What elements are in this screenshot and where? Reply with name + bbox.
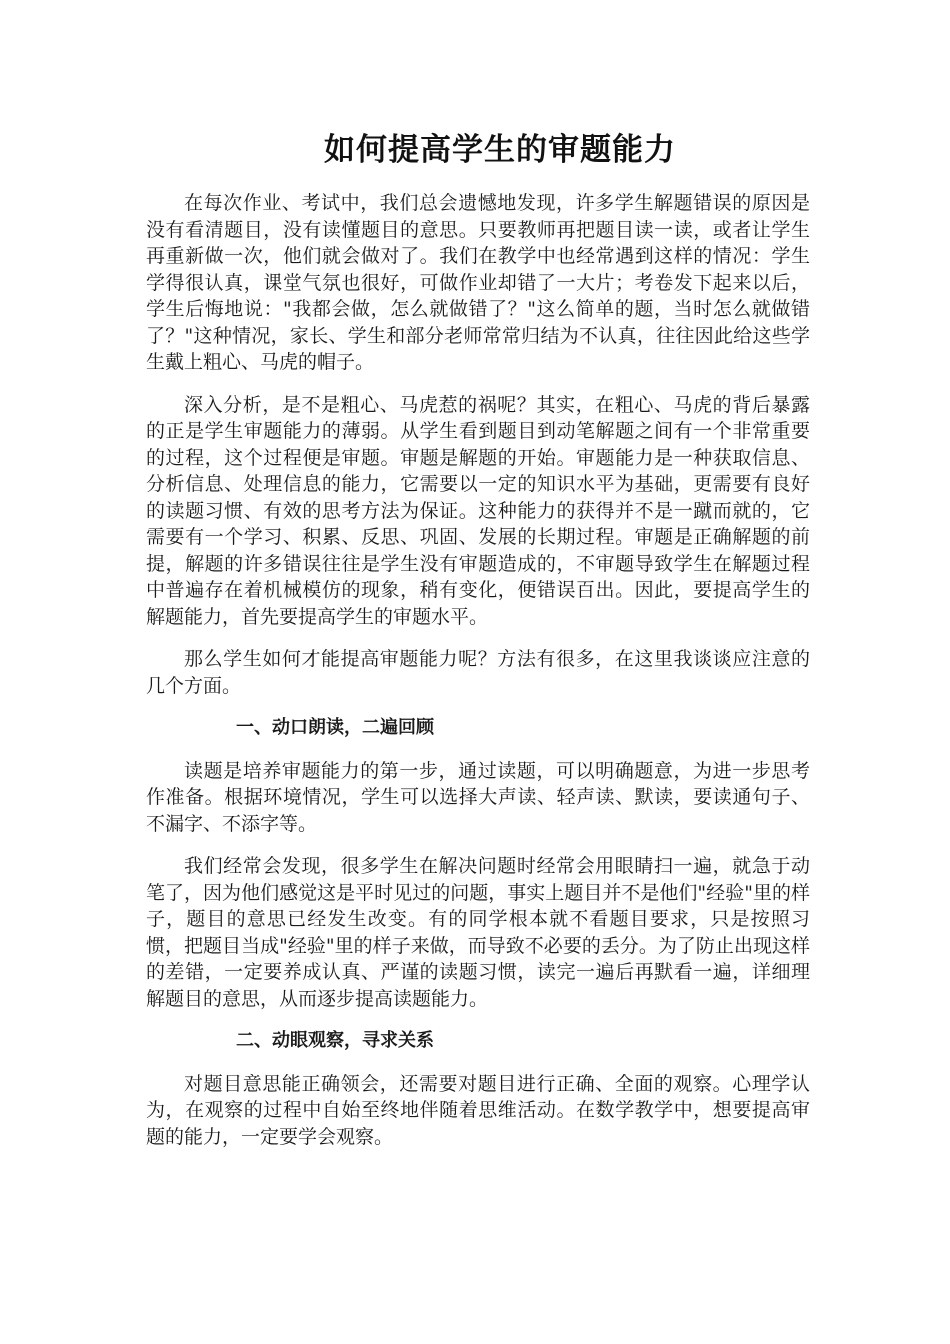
intro-paragraph-2: 深入分析，是不是粗心、马虎惹的祸呢？其实，在粗心、马虎的背后暴露的正是学生审题能力的薄弱。从学生看到题目到动笔解题之间有一个非常重要的过程，这个过程便是审题。审题是解题的开始。审题能力是一种获取信息、分析信息、处理信息的能力，它需要以一定的知识水平为基础，更需要有良好的读题习惯、有效的思考方法为保证。这种能力的获得并不是一蹴而就的，它需要有一个学习、积累、反思、巩固、发展的长期过程。审题是正确解题的前提，解题的许多错误往往是学生没有审题造成的，不审题导致学生在解题过程中普遍存在着机械模仿的现象，稍有变化，便错误百出。因此，要提高学生的解题能力，首先要提高学生的审题水平。 <box>146 393 810 628</box>
section-2-paragraph-1: 对题目意思能正确领会，还需要对题目进行正确、全面的观察。心理学认为，在观察的过程中自始至终地伴随着思维活动。在数学教学中，想要提高审题的能力，一定要学会观察。 <box>146 1072 810 1148</box>
section-2-heading: 二、动眼观察，寻求关系 <box>236 1030 434 1051</box>
intro-paragraph-3: 那么学生如何才能提高审题能力呢？方法有很多，在这里我谈谈应注意的几个方面。 <box>146 648 810 697</box>
intro-paragraph-1: 在每次作业、考试中，我们总会遗憾地发现，许多学生解题错误的原因是没有看清题目，没有读懂题目的意思。只要教师再把题目读一读，或者让学生再重新做一次，他们就会做对了。我们在教学中也经常遇到这样的情况：学生学得很认真，课堂气氛也很好，可做作业却错了一大片；考卷发下起来以后，学生后悔地说："我都会做，怎么就做错了？"这么简单的题，当时怎么就做错了？"这种情况，家长、学生和部分老师常常归结为不认真，往往因此给这些学生戴上粗心、马虎的帽子。 <box>146 192 810 373</box>
section-1-paragraph-2: 我们经常会发现，很多学生在解决问题时经常会用眼睛扫一遍，就急于动笔了，因为他们感觉这是平时见过的问题，事实上题目并不是他们"经验"里的样子，题目的意思已经发生改变。有的同学根本就不看题目要求，只是按照习惯，把题目当成"经验"里的样子来做，而导致不必要的丢分。为了防止出现这样的差错，一定要养成认真、严谨的读题习惯，读完一遍后再默看一遍，详细理解题目的意思，从而逐步提高读题能力。 <box>146 855 810 1010</box>
document-title: 如何提高学生的审题能力 <box>324 132 676 168</box>
section-1-paragraph-1: 读题是培养审题能力的第一步，通过读题，可以明确题意，为进一步思考作准备。根据环境情况，学生可以选择大声读、轻声读、默读，要读通句子、不漏字、不添字等。 <box>146 759 810 835</box>
document-body <box>146 190 810 1166</box>
section-1-heading: 一、动口朗读，二遍回顾 <box>236 717 434 738</box>
